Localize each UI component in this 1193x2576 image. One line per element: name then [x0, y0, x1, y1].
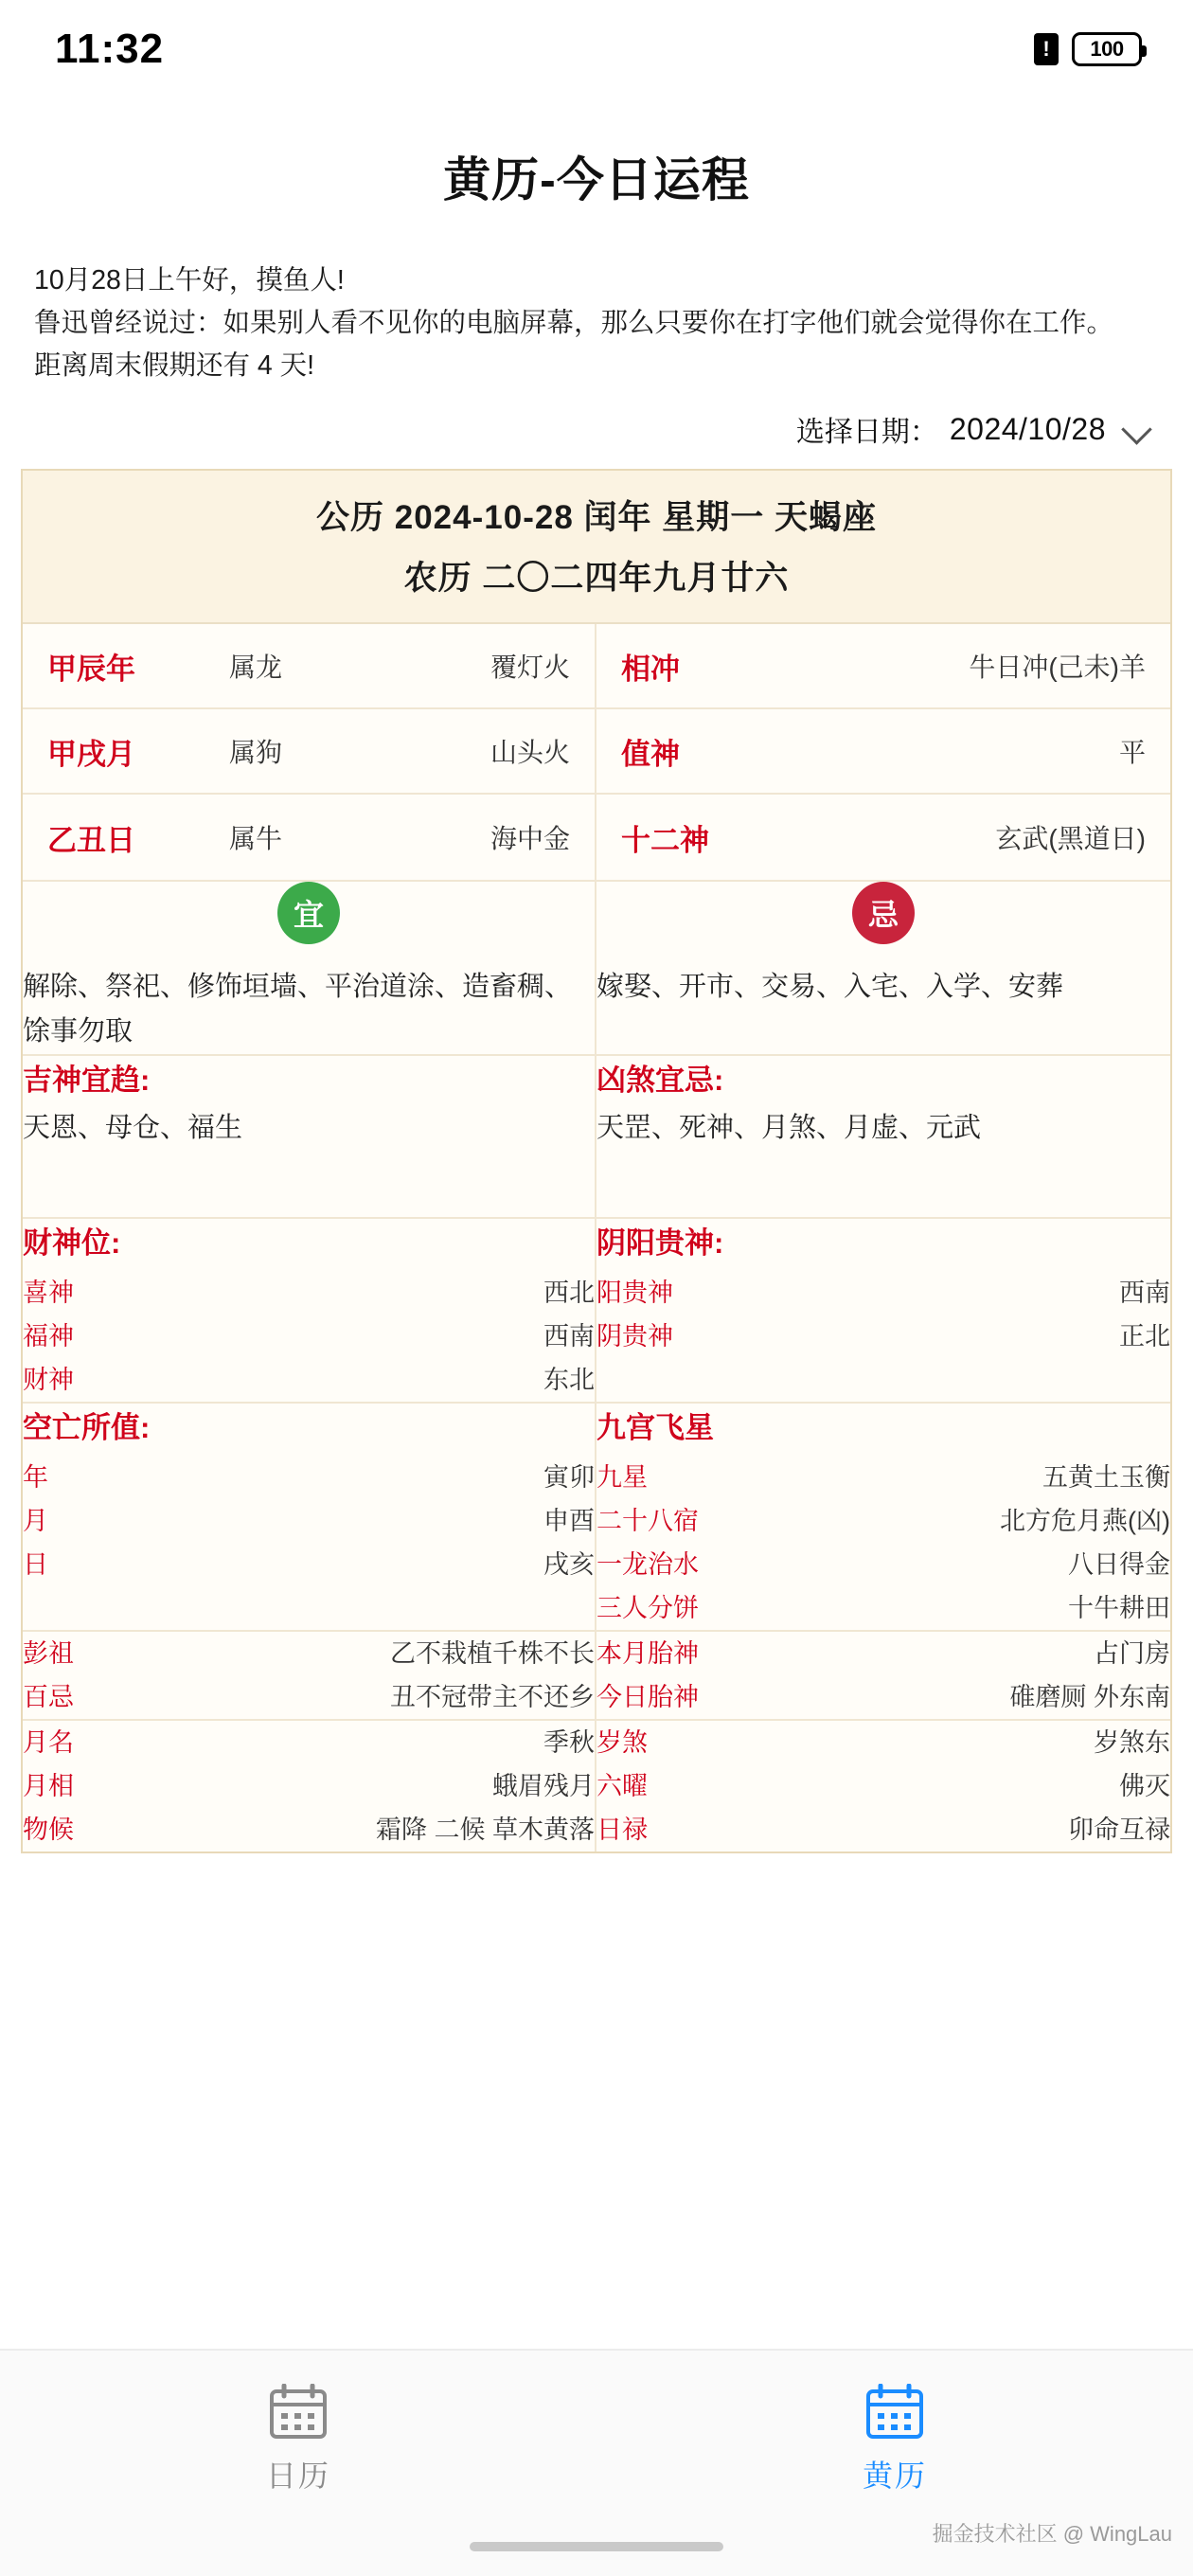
status-time: 11:32 [55, 26, 165, 72]
almanac-header [23, 471, 1170, 624]
greeting-line-3: 距离周末假期还有 4 天! [34, 350, 315, 381]
row-value: 碓磨厕 外东南 [1009, 1683, 1170, 1711]
table-row [23, 1315, 595, 1358]
row-value: 牛日冲(己未)羊 [969, 653, 1146, 682]
month-phase-section [23, 1721, 1170, 1852]
pengzu-taishen-section [23, 1632, 1170, 1721]
table-row [23, 1543, 595, 1586]
table-row [596, 1271, 1170, 1315]
row-key: 年 [23, 1463, 48, 1492]
battery-icon [1072, 32, 1142, 66]
row-value: 申酉 [543, 1507, 595, 1535]
caishen-title: 财神位: [23, 1226, 121, 1260]
yinyang-block [596, 1219, 1170, 1402]
row-value: 西南 [1119, 1279, 1170, 1307]
row-value: 平 [1118, 738, 1146, 767]
row-key: 今日胎神 [596, 1683, 699, 1711]
tab-calendar-label: 日历 [265, 2459, 330, 2493]
row-value: 西南 [543, 1322, 595, 1351]
jiugong-title: 九宫飞星 [596, 1411, 714, 1444]
greeting-block [34, 259, 1159, 387]
row-key: 相冲 [621, 652, 680, 686]
row-key: 阳贵神 [596, 1279, 673, 1307]
row-value: 十牛耕田 [1068, 1594, 1170, 1622]
calendar-icon [864, 2384, 925, 2441]
pillar-ganzhi: 乙丑日 [47, 823, 135, 857]
row-value: 玄武(黑道日) [995, 824, 1146, 853]
table-row [23, 1721, 595, 1764]
row-value: 占门房 [1094, 1639, 1170, 1668]
taishen-block [596, 1632, 1170, 1719]
solar-date-line: 公历 2024-10-28 闰年 星期一 天蝎座 [316, 499, 877, 536]
row-value: 八日得金 [1068, 1550, 1170, 1579]
row-value: 北方危月燕(凶) [1000, 1507, 1170, 1535]
yi-column [23, 882, 596, 1054]
row-value: 五黄土玉衡 [1042, 1463, 1170, 1492]
watermark: 掘金技术社区 @ WingLau [932, 2522, 1172, 2546]
table-row [596, 1632, 1170, 1675]
row-key: 日禄 [596, 1816, 648, 1844]
pillar-zodiac: 属龙 [228, 653, 282, 682]
suisha-block [596, 1721, 1170, 1852]
row-key: 月相 [23, 1772, 74, 1800]
jishen-text: 天恩、母仓、福生 [23, 1113, 243, 1143]
row-value: 戌亥 [543, 1550, 595, 1579]
row-key: 值神 [621, 737, 680, 771]
table-row [23, 1499, 595, 1543]
xiongsha-text: 天罡、死神、月煞、月虚、元武 [596, 1113, 982, 1143]
yinyang-title: 阴阳贵神: [596, 1226, 724, 1260]
row-value: 寅卯 [543, 1463, 595, 1492]
jishen-title: 吉神宜趋: [23, 1064, 151, 1097]
row-value: 岁煞东 [1094, 1728, 1170, 1757]
gods-position-section [23, 1219, 1170, 1404]
page-title: 黄历-今日运程 [443, 153, 750, 206]
pillar-zodiac: 属牛 [228, 824, 282, 853]
table-row [596, 709, 1170, 795]
xiongsha-block [596, 1056, 1170, 1217]
pillar-nayin: 海中金 [490, 824, 570, 853]
pillar-nayin: 覆灯火 [490, 653, 570, 682]
pillar-nayin: 山头火 [490, 738, 570, 767]
status-bar [0, 0, 1193, 98]
pillars-section [23, 624, 1170, 882]
table-row [23, 1456, 595, 1499]
home-indicator[interactable] [470, 2542, 723, 2551]
table-row [23, 1675, 595, 1719]
date-picker-value[interactable]: 2024/10/28 [949, 411, 1106, 446]
kongwang-title: 空亡所值: [23, 1411, 151, 1444]
table-row [596, 1675, 1170, 1719]
alert-icon [1034, 33, 1059, 65]
pillar-ganzhi: 甲辰年 [47, 652, 135, 686]
table-row [23, 1808, 595, 1852]
row-key: 福神 [23, 1322, 74, 1351]
table-row [596, 1499, 1170, 1543]
table-row [596, 1764, 1170, 1808]
yi-badge: 宜 [277, 882, 340, 944]
row-key: 九星 [596, 1463, 648, 1492]
table-row [596, 1315, 1170, 1358]
table-row [596, 1721, 1170, 1764]
ji-column [596, 882, 1170, 1054]
row-key: 六曜 [596, 1772, 648, 1800]
clash-column [596, 624, 1170, 880]
row-value: 东北 [543, 1366, 595, 1394]
row-key: 财神 [23, 1366, 74, 1394]
row-value: 乙不栽植千株不长 [390, 1639, 595, 1668]
row-key: 十二神 [621, 823, 709, 857]
row-value: 季秋 [543, 1728, 595, 1757]
table-row [596, 1456, 1170, 1499]
row-key: 阴贵神 [596, 1322, 673, 1351]
table-row [23, 795, 595, 880]
row-key: 喜神 [23, 1279, 74, 1307]
pillars-column [23, 624, 596, 880]
row-key: 月 [23, 1507, 48, 1535]
calendar-icon [268, 2384, 329, 2441]
table-row [23, 1271, 595, 1315]
jishen-block [23, 1056, 596, 1217]
row-value: 卯命互禄 [1068, 1816, 1170, 1844]
table-row [596, 1586, 1170, 1630]
pillar-ganzhi: 甲戌月 [47, 737, 135, 771]
battery-level: 100 [1090, 37, 1124, 61]
pillar-zodiac: 属狗 [228, 738, 282, 767]
row-value: 西北 [543, 1279, 595, 1307]
table-row [596, 1543, 1170, 1586]
date-picker-label: 选择日期： [795, 417, 938, 448]
table-row [23, 1764, 595, 1808]
ji-text: 嫁娶、开市、交易、入宅、入学、安葬 [596, 972, 1064, 1002]
row-value: 正北 [1119, 1322, 1170, 1351]
date-picker[interactable] [0, 408, 1151, 450]
ji-badge: 忌 [852, 882, 915, 944]
tab-almanac-label: 黄历 [862, 2459, 927, 2493]
greeting-line-1: 10月28日上午好，摸鱼人! [34, 265, 345, 295]
lunar-date-line: 农历 二〇二四年九月廿六 [403, 560, 790, 597]
row-key: 二十八宿 [596, 1507, 699, 1535]
row-key: 三人分饼 [596, 1594, 699, 1622]
xiongsha-title: 凶煞宜忌: [596, 1064, 724, 1097]
row-key: 日 [23, 1550, 48, 1579]
chevron-down-icon[interactable] [1123, 415, 1151, 443]
row-key: 月名 [23, 1728, 74, 1757]
row-value: 丑不冠带主不还乡 [390, 1683, 595, 1711]
jiugong-block [596, 1404, 1170, 1630]
row-key: 一龙治水 [596, 1550, 699, 1579]
status-indicators [1034, 32, 1142, 66]
row-key: 百忌 [23, 1683, 74, 1711]
shen-sha-section [23, 1056, 1170, 1219]
row-value: 佛灭 [1119, 1772, 1170, 1800]
row-key: 物候 [23, 1816, 74, 1844]
yi-text: 解除、祭祀、修饰垣墙、平治道涂、造畜稠、馀事勿取 [23, 972, 573, 1046]
yi-ji-section [23, 882, 1170, 1056]
table-row [596, 795, 1170, 880]
table-row [23, 1632, 595, 1675]
row-key: 岁煞 [596, 1728, 648, 1757]
row-key: 本月胎神 [596, 1639, 699, 1668]
table-row [596, 624, 1170, 709]
yuexiang-block [23, 1721, 596, 1852]
table-row [23, 624, 595, 709]
greeting-line-2: 鲁迅曾经说过：如果别人看不见你的电脑屏幕，那么只要你在打字他们就会觉得你在工作。 [34, 308, 1114, 338]
caishen-block [23, 1219, 596, 1402]
row-key: 彭祖 [23, 1639, 74, 1668]
almanac-card [21, 469, 1172, 1853]
row-value: 霜降 二候 草木黄落 [375, 1816, 595, 1844]
pengzu-block [23, 1632, 596, 1719]
kongwang-jiugong-section [23, 1404, 1170, 1632]
row-value: 蛾眉残月 [492, 1772, 595, 1800]
table-row [23, 709, 595, 795]
table-row [596, 1808, 1170, 1852]
kongwang-block [23, 1404, 596, 1630]
table-row [23, 1358, 595, 1402]
